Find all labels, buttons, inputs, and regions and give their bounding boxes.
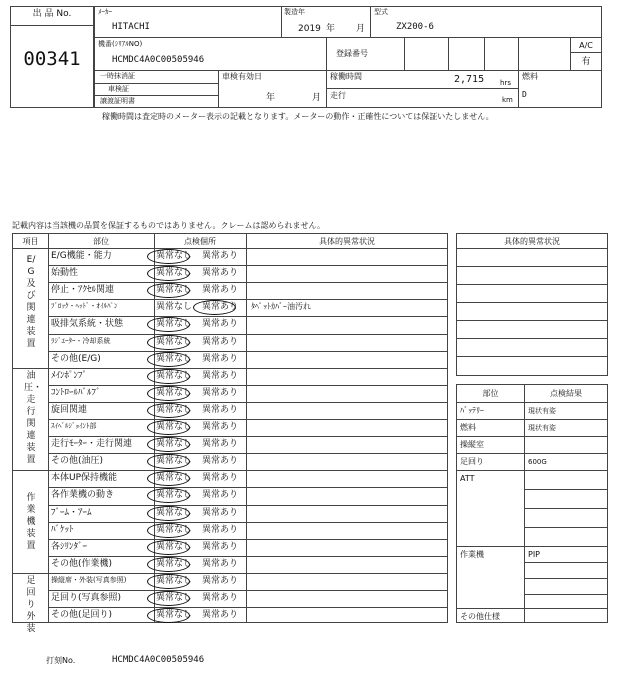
inspection-cert-label: 車検証 bbox=[108, 85, 129, 93]
maker-label: ﾒｰｶｰ bbox=[98, 8, 112, 16]
quality-note: 記載内容は当該機の品質を保証するものではありません。クレームは認められません。 bbox=[12, 221, 325, 230]
check-abnormal: 異常あり bbox=[201, 251, 238, 261]
year-value: 2019 bbox=[298, 24, 321, 34]
row-part: 本体UP保持機能 bbox=[51, 473, 118, 484]
inspection-expiry-label: 車検有効日 bbox=[222, 72, 262, 81]
check-normal: 異常なし bbox=[155, 507, 192, 518]
row-part: ﾗｼﾞｴｰﾀｰ・冷却系統 bbox=[51, 336, 111, 345]
check-normal: 異常なし bbox=[155, 558, 192, 569]
check-abnormal: 異常あり bbox=[201, 575, 238, 586]
result-value: 600G bbox=[528, 458, 547, 466]
result-part: 燃料 bbox=[460, 423, 476, 432]
check-abnormal: 異常あり bbox=[201, 456, 238, 467]
circle-normal-mark bbox=[147, 471, 190, 486]
check-normal: 異常なし bbox=[155, 422, 192, 432]
inspection-table bbox=[12, 233, 448, 634]
ac-label: A/C bbox=[579, 41, 593, 50]
model-label: 型式 bbox=[374, 8, 388, 16]
right-detail-table bbox=[456, 233, 608, 376]
model-value: ZX200-6 bbox=[396, 22, 434, 32]
row-part: その他(足回り) bbox=[51, 610, 113, 621]
col-part-header: 部位 bbox=[93, 237, 109, 246]
circle-normal-mark bbox=[147, 386, 190, 401]
check-abnormal: 異常あり bbox=[201, 610, 238, 621]
row-part: 始動性 bbox=[51, 268, 79, 279]
circle-normal-mark bbox=[147, 488, 190, 503]
check-normal: 異常なし bbox=[155, 404, 192, 415]
row-part: ﾌﾞﾛｯｸ・ﾍｯﾄﾞ・ｵｲﾙﾊﾟﾝ bbox=[51, 302, 118, 311]
transfer-cert-label: 譲渡証明書 bbox=[100, 97, 135, 105]
circle-normal-mark bbox=[147, 574, 190, 589]
hours-value: 2,715 bbox=[454, 74, 485, 85]
check-abnormal: 異常あり bbox=[201, 473, 238, 484]
circle-normal-mark bbox=[147, 591, 190, 606]
result-part: 足回り bbox=[460, 457, 484, 466]
col-item-header: 項目 bbox=[22, 237, 39, 246]
result-value: 現状有姿 bbox=[528, 424, 556, 432]
col-detail-header: 具体的異常状況 bbox=[319, 237, 375, 246]
row-part: 各ｼﾘﾝﾀﾞｰ bbox=[51, 541, 88, 552]
check-abnormal: 異常あり bbox=[201, 336, 238, 347]
year-unit: 年 bbox=[326, 24, 336, 34]
group-label: E/G及び関連装置 bbox=[26, 254, 36, 349]
check-normal: 異常なし bbox=[155, 353, 192, 364]
row-part: E/G機能・能力 bbox=[51, 251, 112, 261]
circle-normal-mark bbox=[147, 352, 190, 367]
result-value: 現状有姿 bbox=[528, 407, 556, 415]
row-part: ｺﾝﾄﾛｰﾙﾊﾞﾙﾌﾞ bbox=[51, 387, 101, 398]
check-normal: 異常なし bbox=[155, 319, 192, 330]
row-part: ﾌﾞｰﾑ・ｱｰﾑ bbox=[51, 507, 92, 518]
inspection-body bbox=[13, 234, 448, 634]
circle-normal-mark bbox=[147, 420, 190, 435]
check-abnormal: 異常あり bbox=[201, 507, 238, 518]
fuel-value: D bbox=[522, 90, 527, 99]
other-spec-label: その他仕様 bbox=[460, 612, 500, 621]
hours-note: 稼働時間は査定時のメーター表示の記載となります。メーターの動作・正確性については保証いたしません。 bbox=[102, 112, 494, 121]
check-normal: 異常なし bbox=[155, 593, 192, 603]
check-normal: 異常なし bbox=[155, 456, 192, 467]
group-label: 作業機装置 bbox=[26, 492, 36, 551]
mileage-unit: km bbox=[502, 96, 513, 104]
check-abnormal: 異常あり bbox=[201, 541, 238, 552]
ac-value: 有 bbox=[581, 57, 591, 67]
check-normal: 異常なし bbox=[155, 524, 192, 535]
row-part: 吸排気系統・状態 bbox=[51, 319, 124, 330]
serial-label: 機番(ｼﾘｱﾙNO) bbox=[98, 40, 143, 48]
col-check-header: 点検個所 bbox=[184, 237, 216, 246]
check-normal: 異常なし bbox=[155, 268, 192, 279]
check-normal: 異常なし bbox=[155, 387, 192, 398]
check-normal: 異常なし bbox=[155, 336, 192, 347]
check-abnormal: 異常あり bbox=[201, 268, 238, 279]
maker-value: HITACHI bbox=[112, 22, 150, 32]
circle-normal-mark bbox=[147, 540, 190, 555]
work-value: PIP bbox=[528, 550, 541, 559]
group-label: 油圧・走行関連装置 bbox=[24, 370, 43, 465]
circle-normal-mark bbox=[147, 523, 190, 538]
check-normal: 異常なし bbox=[155, 302, 192, 313]
check-abnormal: 異常あり bbox=[201, 285, 238, 296]
att-label: ATT bbox=[460, 474, 475, 483]
check-normal: 異常なし bbox=[155, 439, 192, 450]
results-col-result: 点検結果 bbox=[550, 389, 582, 398]
row-part: その他(E/G) bbox=[51, 353, 101, 364]
row-part: ﾊﾞｹｯﾄ bbox=[51, 524, 74, 535]
lot-label: 出 品 No. bbox=[32, 9, 72, 19]
row-part: 操縦席・外装(写真参照) bbox=[51, 575, 127, 584]
check-abnormal: 異常あり bbox=[201, 387, 238, 398]
circle-normal-mark bbox=[147, 557, 190, 572]
lot-number: 00341 bbox=[23, 48, 81, 70]
check-normal: 異常なし bbox=[155, 575, 192, 586]
mileage-label: 走行 bbox=[330, 91, 346, 100]
inspection-month-unit: 月 bbox=[312, 93, 322, 103]
check-normal: 異常なし bbox=[155, 251, 192, 261]
circle-normal-mark bbox=[147, 608, 190, 623]
result-part: 操縦室 bbox=[460, 440, 484, 449]
circle-normal-mark bbox=[147, 249, 190, 264]
stamp-label: 打刻No. bbox=[46, 656, 76, 665]
check-abnormal: 異常あり bbox=[201, 524, 238, 535]
circle-normal-mark bbox=[147, 437, 190, 452]
check-normal: 異常なし bbox=[155, 370, 192, 381]
check-normal: 異常なし bbox=[155, 541, 192, 552]
circle-normal-mark bbox=[147, 506, 190, 521]
row-part: その他(油圧) bbox=[51, 456, 104, 467]
serial-value: HCMDC4A0C00505946 bbox=[112, 55, 205, 65]
stamp-value: HCMDC4A0C00505946 bbox=[112, 655, 205, 665]
circle-normal-mark bbox=[147, 283, 190, 298]
circle-normal-mark bbox=[147, 369, 190, 384]
inspection-year-unit: 年 bbox=[266, 93, 276, 103]
results-table bbox=[456, 384, 608, 623]
check-abnormal: 異常あり bbox=[201, 490, 238, 501]
work-label: 作業機 bbox=[460, 550, 484, 559]
check-abnormal: 異常あり bbox=[201, 593, 238, 603]
row-part: 各作業機の動き bbox=[51, 490, 115, 501]
fuel-label: 燃料 bbox=[522, 72, 538, 81]
check-normal: 異常なし bbox=[155, 610, 192, 621]
check-abnormal: 異常あり bbox=[201, 558, 238, 569]
check-normal: 異常なし bbox=[155, 473, 192, 484]
row-detail: ﾀﾍﾟｯﾄｶﾊﾞｰ油汚れ bbox=[251, 302, 311, 312]
check-abnormal: 異常あり bbox=[201, 370, 238, 381]
hours-label: 稼働時間 bbox=[330, 72, 362, 81]
temp-cert-label: 一時抹消証 bbox=[100, 72, 135, 80]
check-abnormal: 異常あり bbox=[201, 422, 238, 432]
results-body bbox=[457, 385, 607, 623]
row-part: ｽｲﾍﾞﾙｼﾞｮｲﾝﾄ部 bbox=[51, 422, 97, 430]
circle-abnormal-mark bbox=[193, 300, 236, 315]
results-col-part: 部位 bbox=[482, 389, 499, 398]
hours-unit: hrs bbox=[500, 79, 511, 87]
circle-normal-mark bbox=[147, 454, 190, 469]
circle-normal-mark bbox=[147, 266, 190, 281]
row-part: その他(作業機) bbox=[51, 558, 113, 569]
year-label: 製造年 bbox=[284, 8, 305, 16]
right-detail-header: 具体的異常状況 bbox=[504, 237, 560, 246]
row-part: 足回り(写真参照) bbox=[51, 593, 122, 603]
row-part: 旋回関連 bbox=[51, 404, 88, 415]
group-label: 足回り外装 bbox=[26, 575, 36, 634]
check-normal: 異常なし bbox=[155, 285, 192, 296]
check-abnormal: 異常あり bbox=[201, 319, 238, 330]
result-part: ﾊﾞｯﾃﾘｰ bbox=[460, 406, 484, 415]
row-part: ﾒｲﾝﾎﾟﾝﾌﾟ bbox=[51, 370, 88, 381]
check-abnormal: 異常あり bbox=[201, 404, 238, 415]
month-unit: 月 bbox=[356, 24, 366, 34]
circle-normal-mark bbox=[147, 403, 190, 418]
row-part: 停止・ｱｸｾﾙ関連 bbox=[51, 285, 115, 296]
check-abnormal: 異常あり bbox=[201, 439, 238, 450]
circle-normal-mark bbox=[147, 317, 190, 332]
check-normal: 異常なし bbox=[155, 490, 192, 501]
registration-label: 登録番号 bbox=[336, 49, 368, 58]
check-abnormal: 異常あり bbox=[201, 302, 238, 313]
circle-normal-mark bbox=[147, 335, 190, 350]
row-part: 走行ﾓｰﾀｰ・走行関連 bbox=[51, 439, 133, 450]
check-abnormal: 異常あり bbox=[201, 353, 238, 364]
